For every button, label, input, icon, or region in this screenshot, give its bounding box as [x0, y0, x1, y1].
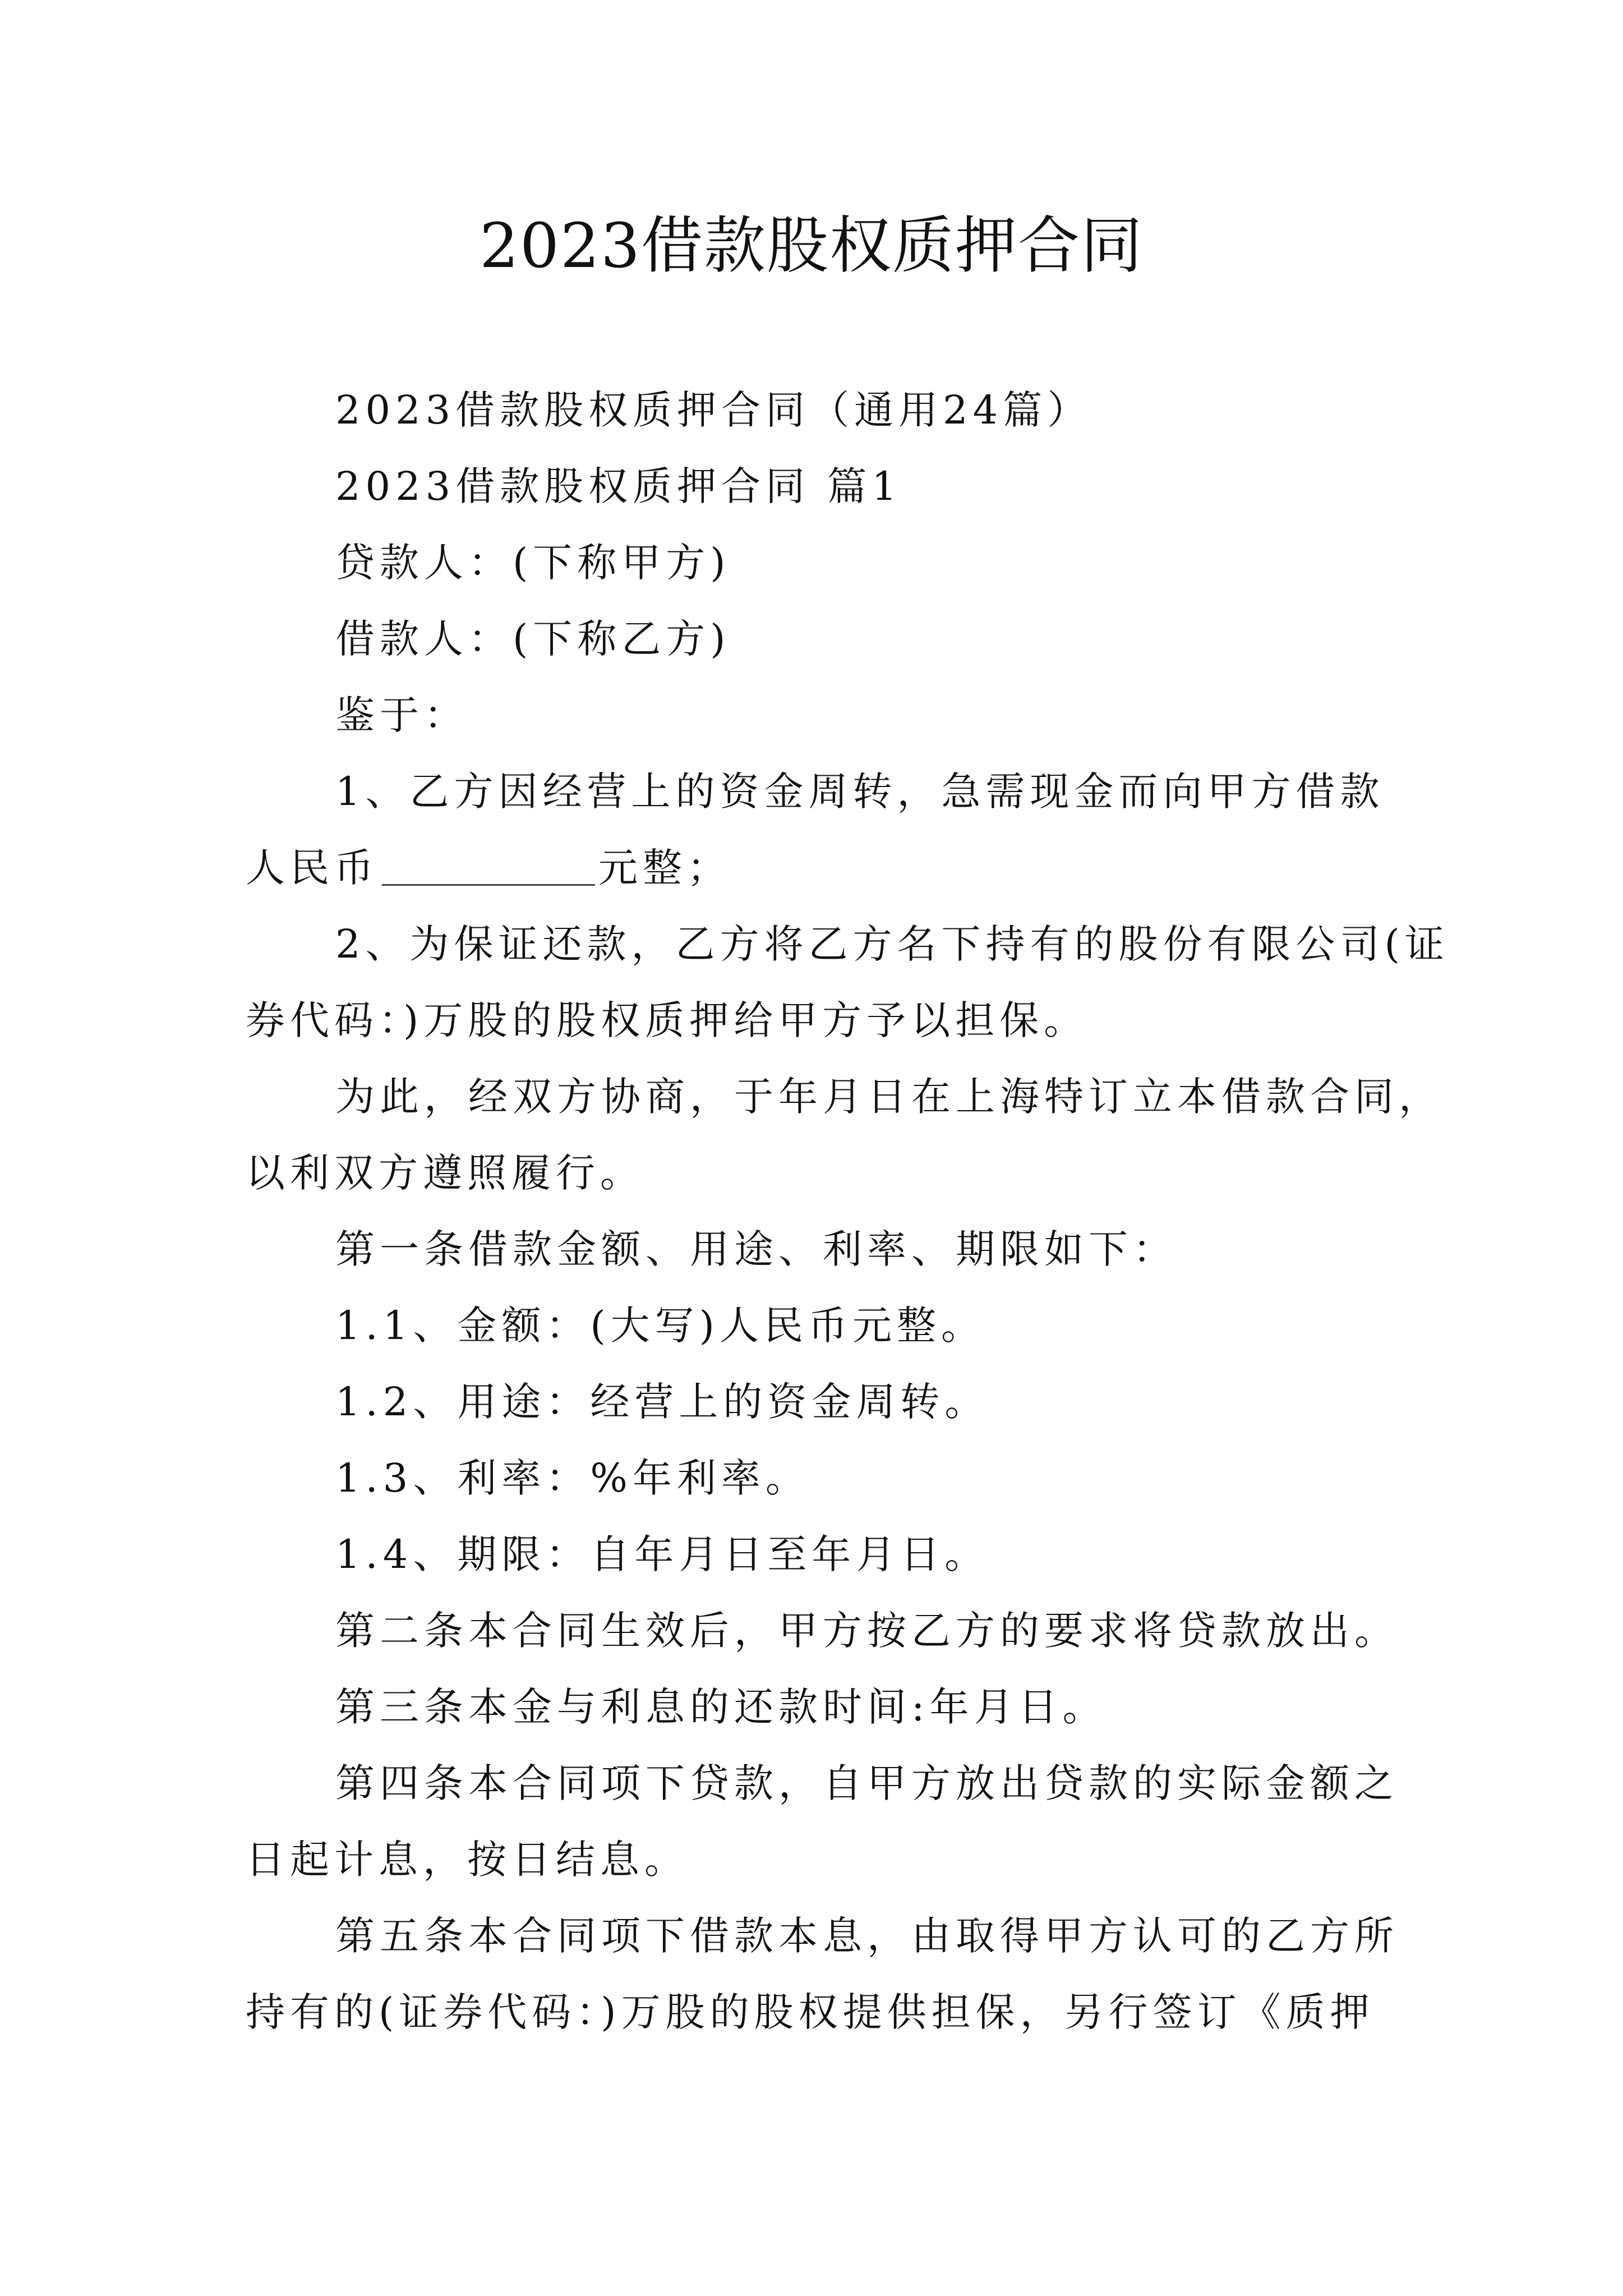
article-line: 第四条本合同项下贷款，自甲方放出贷款的实际金额之	[335, 1760, 1399, 1806]
amount-line	[246, 843, 731, 893]
article-heading: 第一条借款金额、用途、利率、期限如下：	[335, 1226, 1177, 1272]
article-line: 第三条本金与利息的还款时间:年月日。	[335, 1684, 1107, 1730]
currency-label: 人民币	[246, 845, 379, 891]
article-line: 日起计息，按日结息。	[246, 1837, 689, 1883]
paragraph-line: 2、为保证还款，乙方将乙方名下持有的股份有限公司(证	[335, 921, 1449, 967]
amount-suffix: 元整；	[598, 845, 731, 891]
borrower-line: 借款人：(下称乙方)	[335, 616, 731, 662]
clause-line: 1.1、金额：(大写)人民币元整。	[335, 1303, 985, 1349]
clause-line: 1.3、利率：%年利率。	[335, 1455, 810, 1501]
paragraph-line: 为此，经双方协商，于年月日在上海特订立本借款合同，	[335, 1074, 1443, 1120]
paragraph-line: 以利双方遵照履行。	[246, 1150, 644, 1196]
amount-blank	[382, 845, 595, 886]
paragraph-line: 1、乙方因经营上的资金周转，急需现金而向甲方借款	[335, 769, 1385, 815]
paragraph-line: 券代码：)万股的股权质押给甲方予以担保。	[246, 997, 1089, 1043]
subtitle-line: 2023借款股权质押合同（通用24篇）	[335, 387, 1092, 433]
clause-line: 1.4、期限：自年月日至年月日。	[335, 1531, 989, 1577]
lender-line: 贷款人：(下称甲方)	[335, 540, 731, 586]
whereas-line: 鉴于：	[335, 692, 468, 738]
article-line: 第二条本合同生效后，甲方按乙方的要求将贷款放出。	[335, 1608, 1399, 1654]
article-line: 持有的(证券代码：)万股的股权提供担保，另行签订《质押	[246, 1989, 1375, 2035]
section-heading: 2023借款股权质押合同 篇1	[335, 463, 902, 509]
clause-line: 1.2、用途：经营上的资金周转。	[335, 1379, 989, 1425]
article-line: 第五条本合同项下借款本息，由取得甲方认可的乙方所	[335, 1913, 1399, 1959]
document-title: 2023借款股权质押合同	[479, 210, 1144, 282]
